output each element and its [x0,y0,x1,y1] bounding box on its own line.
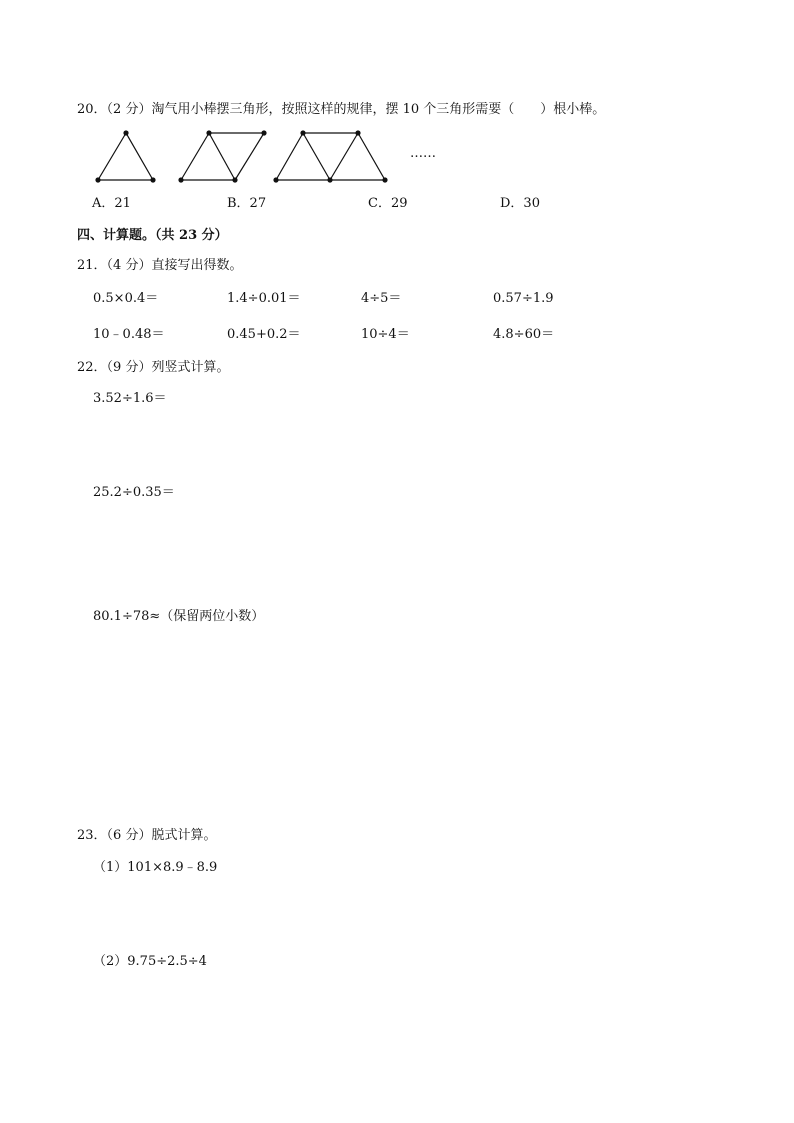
q20-number: 20． [77,102,107,117]
q23-text: 脱式计算。 [151,828,217,843]
q22-score: （9 分） [106,360,152,375]
q21-text: 直接写出得数。 [151,258,243,273]
q22-text: 列竖式计算。 [151,360,230,375]
q21-expr-1: 0.5×0.4＝ [93,291,159,306]
q21-expr-6: 0.45+0.2＝ [227,327,301,342]
q23-item-2: （2）9.75÷2.5÷4 [93,954,207,969]
q22-item-2: 25.2÷0.35＝ [93,485,175,500]
q20-option-c[interactable]: C．29 [368,196,408,211]
triangle-figure-3 [268,125,398,185]
q21-line [77,258,242,274]
q20-ellipsis: …… [410,146,436,161]
q22-line [77,360,229,376]
triangle-figure-1 [90,125,160,185]
q21-score: （4 分） [106,258,152,273]
q22-number: 22． [77,360,107,375]
q20-option-a[interactable]: A．21 [92,196,131,211]
q20-option-d[interactable]: D．30 [500,196,540,211]
q21-expr-3: 4÷5＝ [361,291,402,306]
q23-item-1: （1）101×8.9﹣8.9 [93,860,218,875]
q22-item-1: 3.52÷1.6＝ [93,391,167,406]
q20-line [77,102,605,118]
triangle-figure-2 [172,125,272,185]
q23-score: （6 分） [106,828,152,843]
q20-text: 淘气用小棒摆三角形，按照这样的规律，摆 10 个三角形需要（ ）根小棒。 [151,102,606,117]
q23-line [77,828,216,844]
q21-expr-5: 10﹣0.48＝ [93,327,165,342]
q21-expr-8: 4.8÷60＝ [493,327,555,342]
q21-expr-7: 10÷4＝ [361,327,410,342]
section-4-title: 四、计算题。（共 23 分） [77,228,228,243]
q22-item-3: 80.1÷78≈（保留两位小数） [93,609,265,624]
q21-expr-4: 0.57÷1.9 [493,291,554,306]
q21-number: 21． [77,258,107,273]
q20-option-b[interactable]: B．27 [227,196,267,211]
q23-number: 23． [77,828,107,843]
q21-expr-2: 1.4÷0.01＝ [227,291,301,306]
q20-score: （2 分） [106,102,152,117]
